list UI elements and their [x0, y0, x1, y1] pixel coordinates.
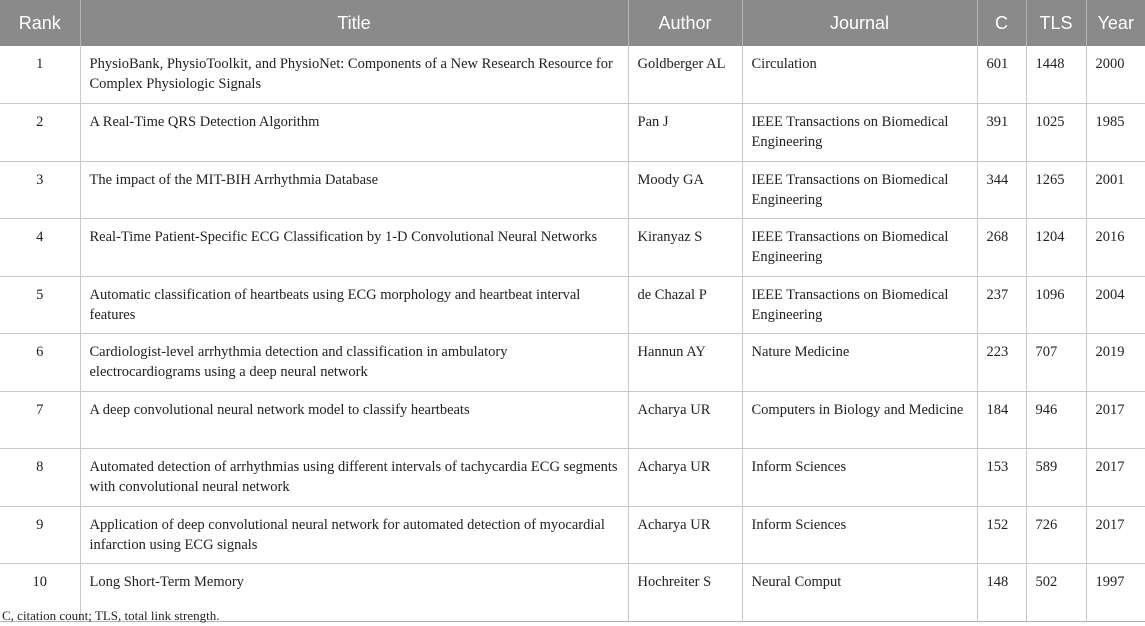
cell-author: Pan J [628, 104, 742, 162]
cell-journal: IEEE Transactions on Biomedical Engineering [742, 104, 977, 162]
cell-year: 2004 [1086, 276, 1145, 334]
cell-author: Goldberger AL [628, 46, 742, 104]
cell-year: 2000 [1086, 46, 1145, 104]
cell-tls: 1265 [1026, 161, 1086, 219]
cell-rank: 10 [0, 564, 80, 622]
cell-title: Long Short-Term Memory [80, 564, 628, 622]
cell-journal: Inform Sciences [742, 449, 977, 507]
cell-year: 2017 [1086, 506, 1145, 564]
cell-year: 2017 [1086, 391, 1145, 449]
cell-journal: Nature Medicine [742, 334, 977, 392]
cell-journal: Inform Sciences [742, 506, 977, 564]
cell-journal: IEEE Transactions on Biomedical Engineering [742, 219, 977, 277]
cell-tls: 502 [1026, 564, 1086, 622]
cell-title: A deep convolutional neural network model to classify heartbeats [80, 391, 628, 449]
cell-rank: 1 [0, 46, 80, 104]
cell-c: 223 [977, 334, 1026, 392]
cell-rank: 9 [0, 506, 80, 564]
table-row [0, 506, 1145, 564]
column-header-title: Title [80, 0, 628, 46]
cell-rank: 7 [0, 391, 80, 449]
cell-author: Moody GA [628, 161, 742, 219]
cell-journal: Neural Comput [742, 564, 977, 622]
cell-c: 152 [977, 506, 1026, 564]
cell-author: Hochreiter S [628, 564, 742, 622]
table-row [0, 391, 1145, 449]
cell-year: 2019 [1086, 334, 1145, 392]
table-footnote: C, citation count; TLS, total link strength. [2, 608, 220, 623]
table-row [0, 104, 1145, 162]
cell-rank: 4 [0, 219, 80, 277]
table-row [0, 276, 1145, 334]
cell-tls: 1448 [1026, 46, 1086, 104]
cell-title: A Real-Time QRS Detection Algorithm [80, 104, 628, 162]
cell-c: 268 [977, 219, 1026, 277]
cell-tls: 1025 [1026, 104, 1086, 162]
cell-year: 2017 [1086, 449, 1145, 507]
table-row [0, 46, 1145, 104]
table-row [0, 334, 1145, 392]
cell-title: Automated detection of arrhythmias using different intervals of tachycardia ECG segments with convolutional neural network [80, 449, 628, 507]
cell-title: Real-Time Patient-Specific ECG Classification by 1-D Convolutional Neural Networks [80, 219, 628, 277]
cell-c: 153 [977, 449, 1026, 507]
cell-title: Cardiologist-level arrhythmia detection and classification in ambulatory electrocardiograms using a deep neural network [80, 334, 628, 392]
cell-tls: 726 [1026, 506, 1086, 564]
table-row [0, 449, 1145, 507]
cell-title: Automatic classification of heartbeats using ECG morphology and heartbeat interval features [80, 276, 628, 334]
column-header-tls: TLS [1026, 0, 1086, 46]
cell-tls: 589 [1026, 449, 1086, 507]
cell-author: Acharya UR [628, 391, 742, 449]
cell-journal: Computers in Biology and Medicine [742, 391, 977, 449]
cell-rank: 8 [0, 449, 80, 507]
cell-title: Application of deep convolutional neural network for automated detection of myocardial infarction using ECG signals [80, 506, 628, 564]
cell-author: de Chazal P [628, 276, 742, 334]
table-row [0, 219, 1145, 277]
cell-tls: 707 [1026, 334, 1086, 392]
cell-year: 2016 [1086, 219, 1145, 277]
cell-author: Acharya UR [628, 449, 742, 507]
cell-rank: 3 [0, 161, 80, 219]
table-body [0, 46, 1145, 621]
cell-c: 344 [977, 161, 1026, 219]
header-row [0, 0, 1145, 46]
cell-title: PhysioBank, PhysioToolkit, and PhysioNet: Components of a New Research Resource for Complex Physiologic Signals [80, 46, 628, 104]
column-header-rank: Rank [0, 0, 80, 46]
cell-tls: 1204 [1026, 219, 1086, 277]
column-header-c: C [977, 0, 1026, 46]
cell-year: 2001 [1086, 161, 1145, 219]
column-header-author: Author [628, 0, 742, 46]
cell-year: 1997 [1086, 564, 1145, 622]
cell-c: 184 [977, 391, 1026, 449]
column-header-year: Year [1086, 0, 1145, 46]
cell-c: 237 [977, 276, 1026, 334]
cell-author: Acharya UR [628, 506, 742, 564]
cell-year: 1985 [1086, 104, 1145, 162]
cell-c: 148 [977, 564, 1026, 622]
cell-title: The impact of the MIT-BIH Arrhythmia Database [80, 161, 628, 219]
cell-journal: Circulation [742, 46, 977, 104]
cell-journal: IEEE Transactions on Biomedical Engineering [742, 161, 977, 219]
cell-author: Hannun AY [628, 334, 742, 392]
cell-author: Kiranyaz S [628, 219, 742, 277]
table-row [0, 161, 1145, 219]
column-header-journal: Journal [742, 0, 977, 46]
cell-tls: 946 [1026, 391, 1086, 449]
cell-tls: 1096 [1026, 276, 1086, 334]
cell-c: 601 [977, 46, 1026, 104]
cell-journal: IEEE Transactions on Biomedical Engineering [742, 276, 977, 334]
cell-rank: 2 [0, 104, 80, 162]
cell-rank: 6 [0, 334, 80, 392]
cell-rank: 5 [0, 276, 80, 334]
cell-c: 391 [977, 104, 1026, 162]
